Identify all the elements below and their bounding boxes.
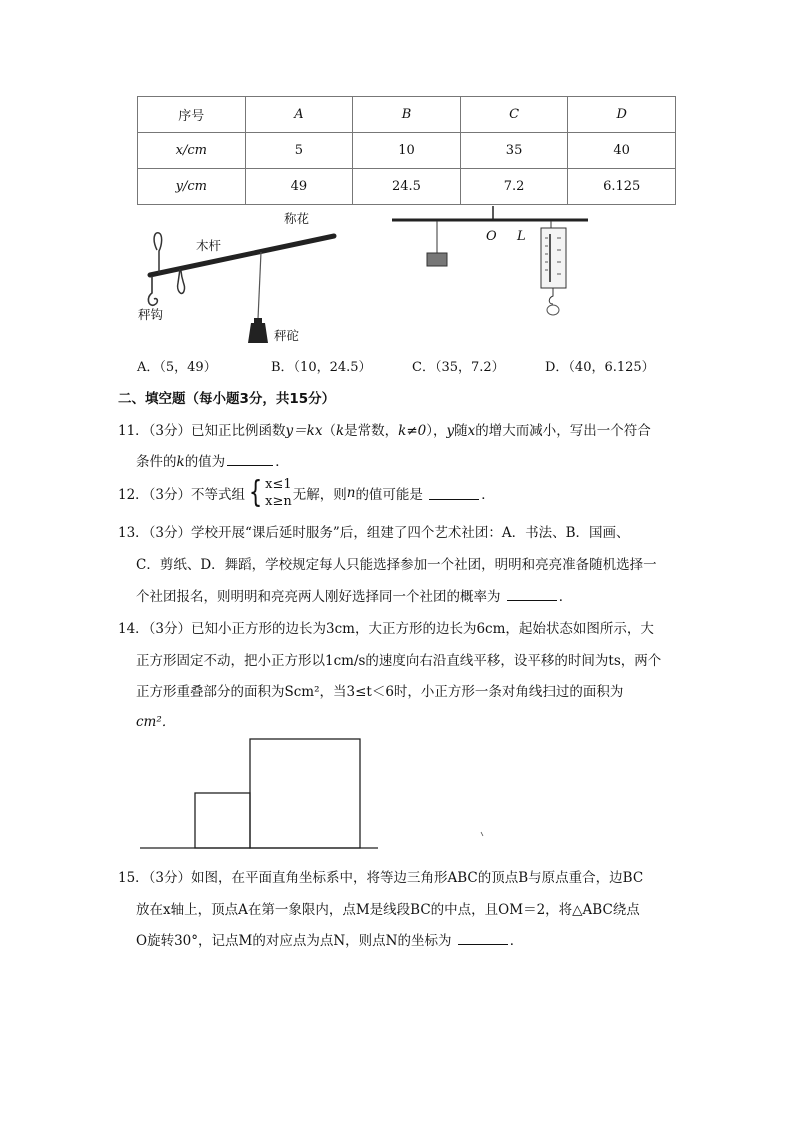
answer-blank[interactable] <box>429 487 479 500</box>
q11-cond: k≠0 <box>398 423 427 439</box>
table-cell: A <box>245 97 353 133</box>
top-loop <box>154 233 162 273</box>
q12-text: 的值可能是 <box>355 487 423 503</box>
q12-text: 12．（3分）不等式组 <box>118 487 246 503</box>
table-row <box>138 169 676 205</box>
inequality-2: x≥n <box>265 494 292 509</box>
table-cell: 40 <box>568 133 676 169</box>
hanging-weight <box>427 253 447 266</box>
q11-text: （ <box>322 423 336 439</box>
small-square <box>195 793 250 848</box>
label-o: O <box>486 229 497 244</box>
table-cell: 10 <box>353 133 461 169</box>
table-row <box>138 133 676 169</box>
q12-var: n <box>346 485 356 501</box>
label-l: L <box>517 229 526 244</box>
q11-var: k <box>176 454 185 470</box>
table-cell: 7.2 <box>460 169 568 205</box>
question-13-line1: 13．（3分）学校开展“课后延时服务”后，组建了四个艺术社团：A．书法、B．国画、 <box>118 525 630 541</box>
q11-formula: y＝kx <box>285 423 323 439</box>
q11-text: 11．（3分）已知正比例函数 <box>118 423 286 439</box>
q11-text: 条件的 <box>136 454 177 470</box>
table-cell: y/cm <box>138 169 246 205</box>
question-14-line4: cm²． <box>136 714 176 730</box>
label-hook: 秤钩 <box>138 307 164 322</box>
q11-text: ）， <box>426 423 447 439</box>
q11-var: y <box>446 423 455 439</box>
table-cell: D <box>568 97 676 133</box>
squares-figure <box>138 736 488 854</box>
question-15-line1: 15．（3分）如图，在平面直角坐标系中，将等边三角形ABC的顶点B与原点重合，边BC <box>118 870 644 886</box>
option-c: C．（35，7.2） <box>412 360 505 375</box>
q12-text: 无解，则 <box>292 487 347 503</box>
option-d: D．（40，6.125） <box>545 360 655 375</box>
table-cell: 49 <box>245 169 353 205</box>
q15-text: ． <box>509 933 524 949</box>
question-15-line2: 放在x轴上，顶点A在第一象限内，点M是线段BC的中点，且OM＝2，将△ABC绕点 <box>136 902 640 918</box>
table-cell: 6.125 <box>568 169 676 205</box>
q13-text: ． <box>558 589 573 605</box>
weight-string <box>258 252 261 319</box>
q11-text: 的增大而减小，写出一个符合 <box>475 423 651 439</box>
inequality-1: x≤1 <box>265 477 292 492</box>
option-a: A．（5，49） <box>137 360 217 375</box>
option-b: B．（10，24.5） <box>271 360 372 375</box>
ring-icon <box>547 305 559 315</box>
spring-scale <box>541 228 566 288</box>
hook-icon <box>148 276 157 305</box>
lower-loop <box>178 269 185 293</box>
question-14-line2: 正方形固定不动，把小正方形以1cm/s的速度向右沿直线平移，设平移的时间为ts，两个 <box>136 653 662 669</box>
table-cell: x/cm <box>138 133 246 169</box>
q13-text: 个社团报名，则明明和亮亮两人刚好选择同一个社团的概率为 <box>136 589 501 605</box>
question-15-line3 <box>136 929 523 949</box>
label-weight: 秤砣 <box>274 328 300 343</box>
section-title: 二、填空题（每小题3分，共15分） <box>118 391 336 407</box>
table-cell: 序号 <box>138 97 246 133</box>
question-14-line1: 14．（3分）已知小正方形的边长为3cm，大正方形的边长为6cm，起始状态如图所示，大 <box>118 621 654 637</box>
table-cell: 35 <box>460 133 568 169</box>
weight-block <box>248 323 268 343</box>
inequality-system <box>246 476 292 510</box>
lever-figure <box>390 202 595 322</box>
q11-text: 随 <box>454 423 468 439</box>
table-cell: 5 <box>245 133 353 169</box>
data-table <box>137 96 676 205</box>
answer-blank[interactable] <box>227 453 273 466</box>
scale-hook-icon <box>549 288 553 304</box>
table-cell: 24.5 <box>353 169 461 205</box>
q11-text: 的值为 <box>184 454 226 470</box>
label-rod: 木杆 <box>196 238 222 253</box>
q11-var: x <box>467 423 476 439</box>
large-square <box>250 739 360 848</box>
question-13-line2: C．剪纸、D．舞蹈，学校规定每人只能选择参加一个社团，明明和亮亮准备随机选择一 <box>136 557 657 573</box>
question-11-line2 <box>136 450 289 470</box>
question-11-line1 <box>118 419 651 439</box>
q11-var: k <box>335 423 345 439</box>
inequality-lines <box>265 476 292 510</box>
table-cell: B <box>353 97 461 133</box>
q11-text: 是常数， <box>344 423 399 439</box>
steelyard-figure <box>132 205 342 345</box>
question-12 <box>118 476 495 510</box>
q15-text: O旋转30°，记点M的对应点为点N，则点N的坐标为 <box>136 933 452 949</box>
q12-text: ． <box>481 487 495 503</box>
question-14-line3: 正方形重叠部分的面积为Scm²，当3≤t＜6时，小正方形一条对角线扫过的面积为 <box>136 684 624 700</box>
weight-cap <box>254 318 262 324</box>
table-row <box>138 97 676 133</box>
answer-blank[interactable] <box>507 588 557 601</box>
stray-mark <box>481 832 483 836</box>
brace-icon: { <box>248 475 263 510</box>
question-13-line3 <box>136 585 572 605</box>
label-mark: 称花 <box>284 211 310 226</box>
wooden-rod <box>150 236 334 275</box>
table-cell: C <box>460 97 568 133</box>
answer-blank[interactable] <box>458 932 508 945</box>
q11-text: ． <box>275 454 289 470</box>
